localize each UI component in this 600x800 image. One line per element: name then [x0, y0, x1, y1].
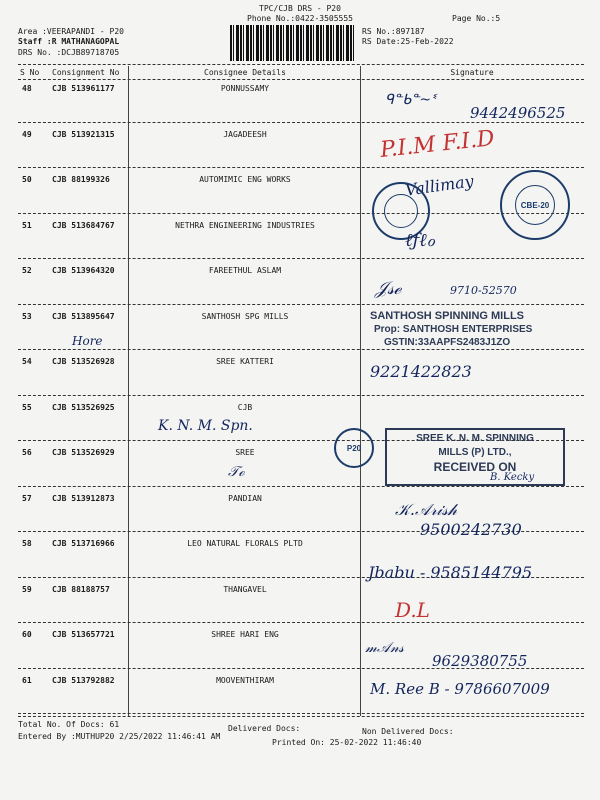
row-sno: 53 [22, 311, 32, 321]
row-consignee: LEO NATURAL FLORALS PLTD [187, 539, 303, 548]
col-consignee: Consignee Details [204, 68, 286, 77]
cbe-round-stamp: CBE-20 [500, 170, 570, 240]
row-divider [18, 167, 584, 168]
row-sno: 59 [22, 584, 32, 594]
handwritten-name: B. Kecky [490, 472, 535, 483]
row-consignee: THANGAVEL [223, 584, 267, 594]
column-divider [128, 66, 129, 716]
row-sno: 52 [22, 266, 32, 275]
header-rule [18, 64, 584, 65]
col-consignment: Consignment No [52, 68, 120, 77]
row-consignment-no: CJB 88188757 [52, 584, 110, 594]
signature-scribble: 𝓂𝒜𝓃𝓈 [365, 640, 404, 656]
row-sno: 51 [22, 220, 32, 230]
row-divider [18, 213, 584, 214]
row-sno: 50 [22, 175, 32, 184]
col-signature: Signature [450, 68, 494, 77]
handwritten-note: Hore [72, 334, 103, 348]
row-sno: 54 [22, 357, 32, 366]
entered-by: Entered By :MUTHUP20 2/25/2022 11:46:41 AM [18, 732, 221, 741]
santhosh-stamp: SANTHOSH SPINNING MILLS Prop: SANTHOSH ENTERPRISES GSTIN:33AAPFS2483J1ZO [370, 310, 533, 348]
row-consignment-no: CJB 513657721 [52, 630, 115, 639]
handwritten-phone: 9221422823 [370, 362, 472, 381]
row-sno: 55 [22, 402, 32, 412]
row-divider [18, 258, 584, 259]
handwritten-note: P.I.M F.I.D [379, 126, 496, 163]
row-consignment-no: CJB 513921315 [52, 129, 115, 139]
row-consignee: JAGADEESH [223, 129, 267, 139]
signature-scribble: 𝒥𝓈ℯ [375, 278, 402, 299]
row-divider [18, 713, 584, 714]
row-consignment-no: CJB 513964320 [52, 266, 115, 275]
handwritten-phone: Jbabu - 9585144795 [368, 563, 533, 582]
row-consignment-no: CJB 88199326 [52, 175, 110, 184]
row-sno: 57 [22, 493, 32, 503]
sheet-title: TPC/CJB DRS - P20 [259, 4, 341, 13]
area-label: Area :VEERAPANDI - P20 [18, 27, 124, 36]
row-consignee: MOOVENTHIRAM [216, 675, 274, 685]
non-delivered-docs: Non Delivered Docs: [362, 727, 454, 736]
row-consignee: CJB [237, 402, 253, 412]
delivered-docs: Delivered Docs: [228, 724, 301, 733]
column-rule [18, 79, 584, 80]
column-divider [360, 66, 361, 716]
row-consignee: AUTOMIMIC ENG WORKS [199, 175, 291, 184]
rs-number: RS No.:897187 [362, 27, 425, 36]
sree-knm-received-stamp: SREE K. N. M. SPINNING MILLS (P) LTD., RECEIVED ON [385, 428, 565, 486]
col-sno: S No [20, 68, 40, 77]
signature-scribble: ᑫᓐᑲᓐ~ᓫ [385, 92, 435, 108]
barcode-icon [230, 25, 356, 61]
handwritten-phone: 9442496525 [470, 104, 566, 122]
row-sno: 49 [22, 129, 32, 139]
row-divider [18, 349, 584, 350]
handwritten-note: D.L [395, 598, 430, 622]
printed-on: Printed On: 25-02-2022 11:46:40 [272, 738, 422, 747]
signature-scribble: 𝒦.𝒜𝓇𝒾𝓈𝒽 [395, 500, 457, 519]
row-sno: 61 [22, 675, 32, 685]
round-seal: P20 [334, 428, 374, 468]
handwritten-phone: 9710-52570 [450, 284, 517, 297]
row-consignee: PONNUSSAMY [220, 84, 270, 93]
handwritten-phone: 9500242730 [420, 520, 522, 539]
row-sno: 60 [22, 630, 32, 639]
row-consignee: SHREE HARI ENG [211, 630, 279, 639]
row-consignee: SREE KATTERI [216, 357, 274, 366]
row-consignment-no: CJB 513792882 [52, 675, 115, 685]
rs-date: RS Date:25-Feb-2022 [362, 37, 454, 46]
phone-number: Phone No.:0422-3505555 [247, 14, 353, 23]
handwritten-signature: Vallimay [404, 171, 475, 200]
footer-rule [18, 716, 584, 717]
row-divider [18, 304, 584, 305]
row-consignee: NETHRA ENGINEERING INDUSTRIES [175, 220, 315, 230]
drs-number: DRS No. :DCJB89718705 [18, 48, 120, 57]
row-consignment-no: CJB 513716966 [52, 539, 115, 548]
total-docs: Total No. Of Docs: 61 [18, 720, 120, 729]
handwritten-name: K. N. M. Spn. [158, 418, 253, 434]
row-consignment-no: CJB 513912873 [52, 493, 115, 503]
row-consignment-no: CJB 513526928 [52, 357, 115, 366]
row-consignee: PANDIAN [228, 493, 262, 503]
staff-label: Staff :R MATHANAGOPAL [18, 37, 120, 46]
handwritten-phone: 9629380755 [432, 652, 528, 670]
row-consignment-no: CJB 513526925 [52, 402, 115, 412]
row-consignee: SREE [235, 448, 255, 457]
row-consignment-no: CJB 513961177 [52, 84, 115, 93]
row-sno: 56 [22, 448, 32, 457]
row-consignee: SANTHOSH SPG MILLS [201, 311, 289, 321]
row-divider [18, 622, 584, 623]
row-consignment-no: CJB 513895647 [52, 311, 115, 321]
row-sno: 48 [22, 84, 32, 93]
row-consignee: FAREETHUL ASLAM [208, 266, 282, 275]
signature-scribble: 𝒯ℴ [228, 464, 245, 480]
row-consignment-no: CJB 513684767 [52, 220, 115, 230]
row-divider [18, 395, 584, 396]
signature-scribble: ℓƒℓℴ [405, 230, 435, 251]
page-number: Page No.:5 [452, 14, 501, 23]
handwritten-phone: M. Ree B - 9786607009 [370, 680, 550, 698]
row-sno: 58 [22, 539, 32, 548]
row-consignment-no: CJB 513526929 [52, 448, 115, 457]
